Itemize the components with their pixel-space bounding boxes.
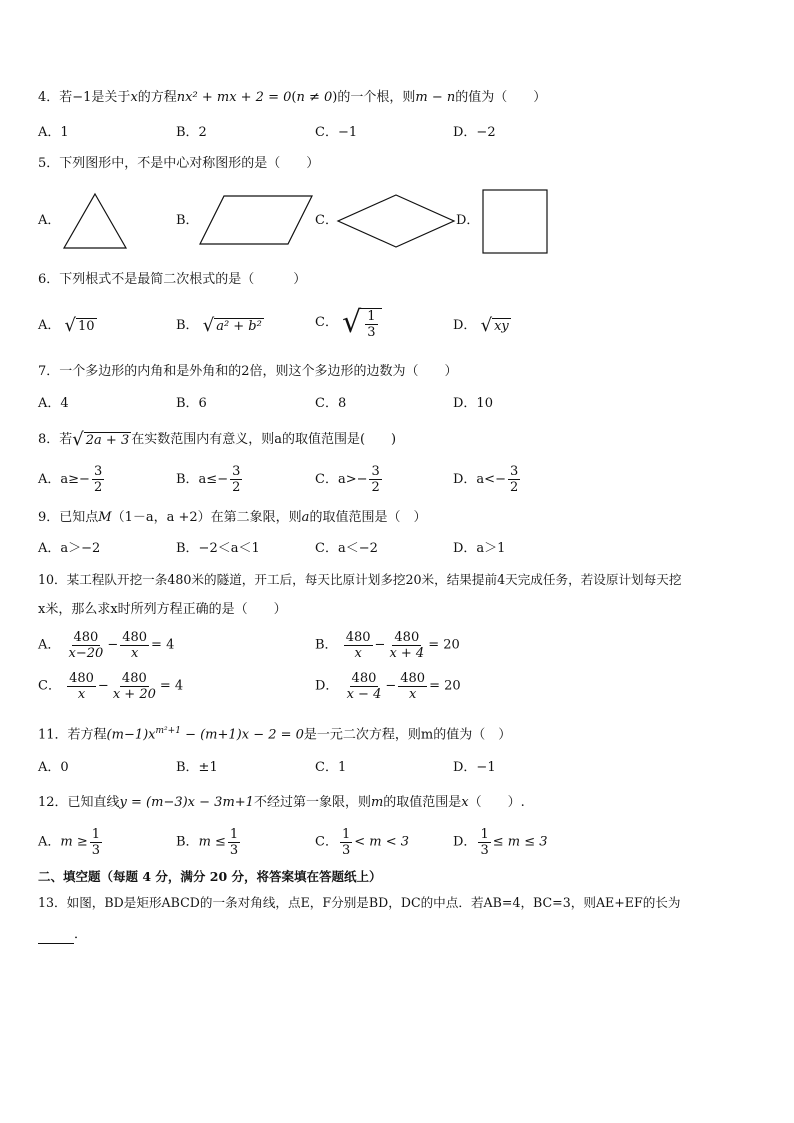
q10-c-den-1: x: [77, 687, 86, 702]
q8-d-fraction: [508, 464, 520, 495]
q10-d-label: D．: [315, 678, 339, 694]
q9-text-1: 9．已知点: [38, 510, 99, 525]
q8-option-d[interactable]: [453, 464, 522, 495]
q8-text-1: 8．若: [38, 432, 73, 447]
q7-option-c[interactable]: C．8: [315, 396, 347, 411]
section-2-title: 二、填空题（每题 4 分，满分 20 分，将答案填在答题纸上）: [38, 869, 382, 884]
q11-option-d[interactable]: D．−1: [453, 760, 496, 775]
q10-d-frac-2: [398, 671, 427, 702]
q11-option-b[interactable]: B．±1: [176, 760, 218, 775]
q12-d-num: 1: [480, 827, 489, 842]
question-6: 6．下列根式不是最简二次根式的是（ ）: [38, 272, 307, 287]
q10-c-label: C．: [38, 678, 61, 694]
q11-text-2: 是一元二次方程，则m的值为（ ）: [303, 727, 512, 743]
q12-b-fraction: [228, 827, 240, 858]
q12-a-num: 1: [91, 827, 101, 842]
q8-c-label: C．a>−: [315, 472, 368, 487]
q12-c-relation: < m < 3: [354, 834, 410, 850]
q12-option-a[interactable]: [38, 827, 104, 858]
q11-text-1: 11．若方程: [38, 727, 107, 743]
q10-option-b[interactable]: [315, 630, 460, 661]
q10-c-frac-1: [67, 671, 96, 702]
q4-condition: n ≠ 0: [296, 90, 333, 105]
q12-c-label: C．: [315, 834, 338, 850]
q6-c-denominator: 3: [367, 325, 376, 340]
q5-option-b-label[interactable]: B．: [176, 213, 199, 228]
q4-option-d[interactable]: D．−2: [453, 125, 496, 140]
question-10-line-2: x米，那么求x时所列方程正确的是（ ）: [38, 602, 287, 617]
q12-a-relation: m ≥: [60, 834, 88, 850]
q12-c-num: 1: [341, 827, 351, 842]
q12-option-c[interactable]: [315, 827, 409, 858]
q12-equation: y = (m−3)x − 3m+1: [119, 795, 254, 810]
q10-a-den-1: x−20: [68, 646, 104, 661]
q4-text-1: 4．若−1是关于: [38, 90, 131, 105]
q10-b-minus: −: [374, 637, 386, 653]
q4-option-a[interactable]: A．1: [38, 125, 69, 140]
q6-d-radical: √ xy: [480, 315, 509, 336]
square-icon: [482, 189, 550, 255]
q10-a-num-1: 480: [73, 630, 99, 645]
q10-b-den-2: x + 4: [389, 646, 425, 661]
q11-exponent: m²+1: [155, 726, 181, 736]
q6-c-radical: √ $\frac{1}{3}$: [342, 306, 381, 340]
q11-option-a[interactable]: A．0: [38, 760, 69, 775]
q4-option-c[interactable]: C．−1: [315, 125, 358, 140]
q10-b-den-1: x: [354, 646, 362, 661]
q12-d-relation: ≤ m ≤ 3: [492, 834, 548, 850]
q12-text-4: （ ）.: [468, 795, 525, 810]
q12-option-d[interactable]: [453, 827, 548, 858]
q11-equation-1: (m−1)x: [106, 727, 156, 743]
q7-option-d[interactable]: D．10: [453, 396, 493, 411]
question-13-line-2: [38, 926, 87, 944]
q8-option-c[interactable]: [315, 464, 384, 495]
q10-d-num-1: 480: [351, 671, 377, 686]
q6-d-label: D．: [453, 318, 477, 333]
q10-c-frac-2: [111, 671, 158, 702]
q12-text-1: 12．已知直线: [38, 795, 120, 810]
q4-expression: m − n: [415, 90, 456, 105]
q8-b-den: 2: [232, 480, 241, 495]
q8-b-label: B．a≤−: [176, 472, 229, 487]
q8-option-a[interactable]: [38, 464, 106, 495]
q6-a-label: A．: [38, 318, 61, 333]
q8-c-fraction: [369, 464, 381, 495]
q10-b-rhs: = 20: [428, 637, 460, 653]
question-11: [38, 722, 511, 744]
q12-a-fraction: [90, 827, 102, 858]
q12-var-2: x: [461, 795, 469, 810]
q4-text-3: (: [291, 90, 297, 105]
q4-var-x: x: [130, 90, 138, 105]
q8-a-num: 3: [93, 464, 103, 479]
q9-option-a[interactable]: A．a＞−2: [38, 541, 101, 556]
q10-a-num-2: 480: [122, 630, 148, 645]
rhombus-icon: [336, 193, 458, 249]
q10-a-frac-1: [67, 630, 106, 661]
q10-option-a[interactable]: [38, 630, 174, 661]
q8-c-den: 2: [371, 480, 380, 495]
question-5: 5．下列图形中，不是中心对称图形的是（ ）: [38, 156, 320, 171]
q6-c-numerator: 1: [367, 309, 376, 324]
q8-a-label: A．a≥−: [38, 472, 90, 487]
q5-option-d-label[interactable]: D．: [456, 213, 480, 228]
q10-b-num-2: 480: [394, 630, 420, 645]
q10-b-frac-2: [387, 630, 426, 661]
question-4: [38, 89, 546, 107]
q10-a-rhs: = 4: [151, 637, 175, 653]
q10-d-den-2: x: [408, 687, 417, 702]
q6-b-radical: √ a² + b²: [202, 315, 262, 336]
question-8: [38, 430, 396, 449]
q9-var: a: [301, 510, 310, 525]
q8-option-b[interactable]: [176, 464, 244, 495]
q10-d-rhs: = 20: [429, 678, 461, 694]
q12-a-den: 3: [91, 843, 101, 858]
q10-c-minus: −: [97, 678, 109, 694]
question-9: [38, 509, 426, 527]
q10-c-den-2: x + 20: [112, 687, 156, 702]
q10-option-d[interactable]: [315, 671, 461, 702]
q8-b-num: 3: [232, 464, 241, 479]
q10-b-label: B．: [315, 637, 338, 653]
q4-text-4: )的一个根，则: [332, 90, 416, 105]
q11-equation-2: − (m+1)x − 2 = 0: [180, 727, 304, 743]
q11-option-c[interactable]: C．1: [315, 760, 347, 775]
q10-option-c[interactable]: [38, 671, 183, 702]
q9-text-2: （1－a，a +2）在第二象限，则: [111, 510, 302, 525]
q12-b-num: 1: [229, 827, 239, 842]
q6-option-c[interactable]: [315, 306, 382, 340]
q10-a-minus: −: [107, 637, 119, 653]
question-13-line-1: 13．如图，BD是矩形ABCD的一条对角线，点E，F分别是BD，DC的中点．若AB=4，BC=3，则AE+EF的长为: [38, 895, 681, 910]
q10-d-den-1: x − 4: [346, 687, 382, 702]
q12-text-2: 不经过第一象限，则: [253, 795, 371, 810]
question-12: [38, 794, 525, 812]
q9-text-3: 的取值范围是（ ）: [309, 510, 427, 525]
q9-point: M: [98, 510, 112, 525]
q13-answer-blank[interactable]: [38, 929, 74, 944]
q10-a-frac-2: [120, 630, 149, 661]
q10-d-minus: −: [385, 678, 397, 694]
q6-c-label: C．: [315, 315, 338, 330]
q10-c-num-1: 480: [69, 671, 94, 686]
q12-b-label: B．: [176, 834, 199, 850]
q12-d-den: 3: [480, 843, 489, 858]
q10-a-den-2: x: [130, 646, 139, 661]
q4-text-2: 的方程: [137, 90, 177, 105]
triangle-icon: [62, 192, 130, 250]
q9-option-b[interactable]: B．−2＜a＜1: [176, 541, 260, 556]
q12-d-fraction: [478, 827, 490, 858]
q8-a-den: 2: [93, 480, 103, 495]
q12-a-label: A．: [38, 834, 61, 850]
q8-c-num: 3: [371, 464, 380, 479]
question-10-line-1: 10．某工程队开挖一条480米的隧道，开工后，每天比原计划多挖20米，结果提前4天完成任务，若设原计划每天挖: [38, 572, 682, 587]
q10-d-num-2: 480: [400, 671, 426, 686]
q7-option-b[interactable]: B．6: [176, 396, 207, 411]
q6-option-a[interactable]: [38, 316, 97, 335]
q10-a-label: A．: [38, 637, 61, 653]
q12-var: m: [370, 795, 384, 810]
q12-b-den: 3: [229, 843, 239, 858]
question-7: 7．一个多边形的内角和是外角和的2倍，则这个多边形的边数为（ ）: [38, 364, 458, 379]
q6-d-radicand: xy: [494, 319, 509, 334]
q12-c-fraction: [340, 827, 352, 858]
q6-a-radical: √ 10: [64, 315, 95, 336]
q8-radicand: 2a + 3: [85, 433, 130, 448]
q8-radical: √ 2a + 3: [72, 429, 130, 450]
q12-option-b[interactable]: [176, 827, 242, 858]
q6-b-radicand: a² + b²: [216, 319, 262, 334]
q6-option-b[interactable]: [176, 316, 264, 335]
q4-equation: nx² + mx + 2 = 0: [176, 90, 292, 105]
q10-b-num-1: 480: [345, 630, 371, 645]
q6-option-d[interactable]: [453, 316, 511, 335]
q10-c-num-2: 480: [121, 671, 147, 686]
q8-d-label: D．a<−: [453, 472, 506, 487]
q10-c-rhs: = 4: [159, 678, 184, 694]
q4-option-b[interactable]: B．2: [176, 125, 207, 140]
q8-a-fraction: [92, 464, 104, 495]
q4-text-5: 的值为（ ）: [455, 90, 547, 105]
q8-text-2: 在实数范围内有意义，则a的取值范围是( ): [131, 432, 397, 447]
q5-option-c-label[interactable]: C．: [315, 213, 338, 228]
q13-end: ．: [74, 927, 88, 942]
q7-option-a[interactable]: A．4: [38, 396, 69, 411]
q8-d-num: 3: [509, 464, 519, 479]
q9-option-d[interactable]: D．a＞1: [453, 541, 506, 556]
q5-option-a-label[interactable]: A．: [38, 213, 61, 228]
q12-text-3: 的取值范围是: [383, 795, 462, 810]
parallelogram-icon: [198, 194, 316, 246]
q12-d-label: D．: [453, 834, 477, 850]
q12-b-relation: m ≤: [198, 834, 226, 850]
q12-c-den: 3: [341, 843, 351, 858]
q9-option-c[interactable]: C．a＜−2: [315, 541, 378, 556]
q10-b-frac-1: [344, 630, 373, 661]
q8-b-fraction: [230, 464, 242, 495]
q10-d-frac-1: [345, 671, 384, 702]
q6-b-label: B．: [176, 318, 199, 333]
q6-a-radicand: 10: [78, 319, 95, 334]
q8-d-den: 2: [509, 480, 519, 495]
